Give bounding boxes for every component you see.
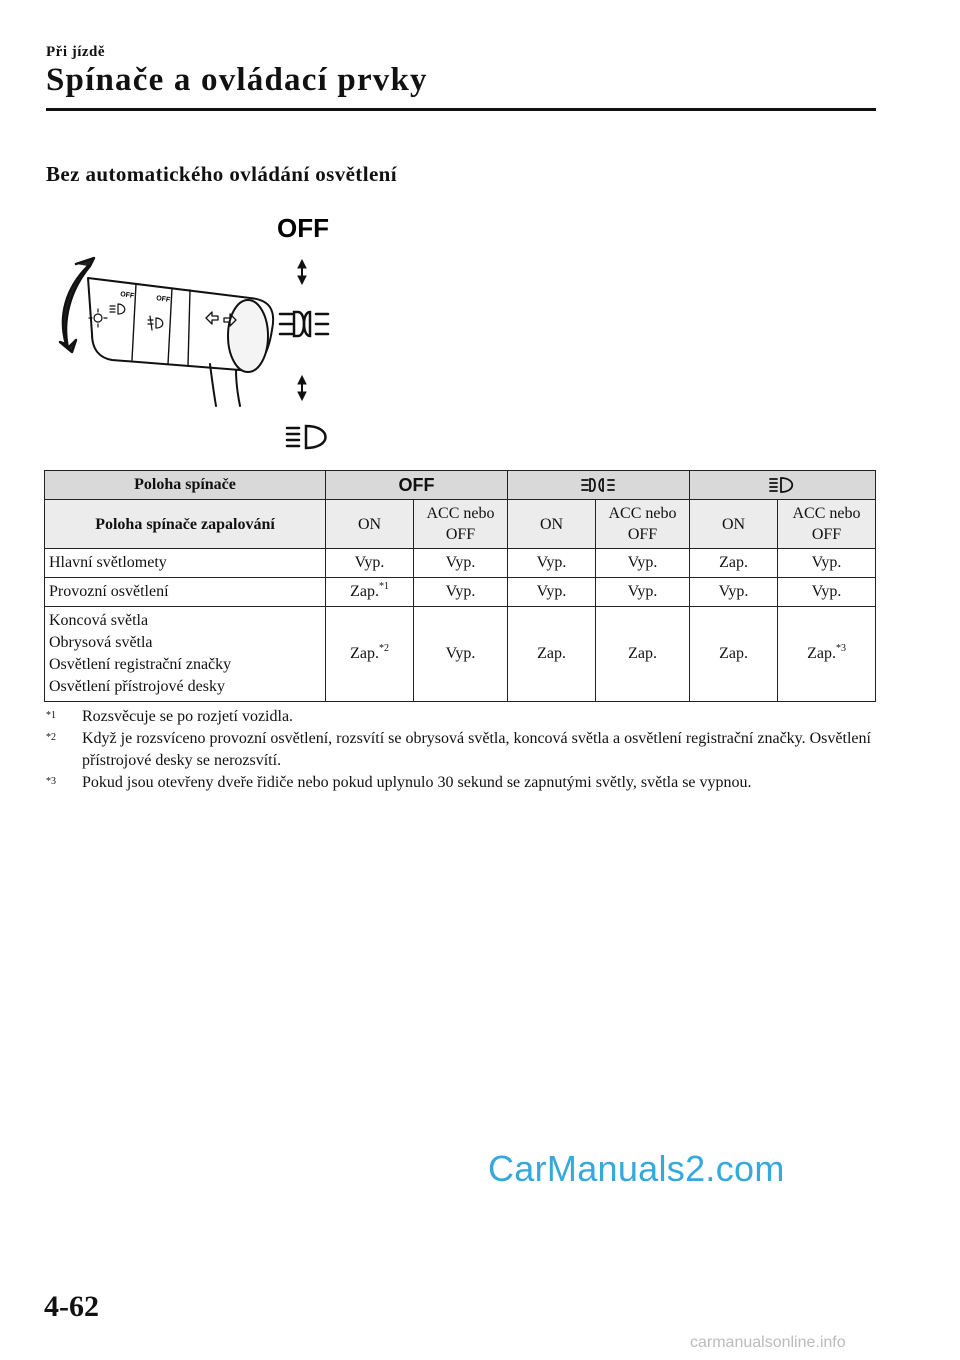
lever-off-mark-1: OFF bbox=[119, 291, 135, 300]
cell-value: Zap.$^{*2}$ bbox=[326, 607, 414, 702]
cell-value: Vyp. bbox=[596, 549, 690, 578]
cell-value: Zap.$^{*3}$ bbox=[778, 607, 876, 702]
ignition-value: ON bbox=[690, 500, 778, 549]
table-header-row bbox=[45, 471, 876, 500]
table-row bbox=[45, 549, 876, 578]
cell-value: Vyp. bbox=[778, 578, 876, 607]
ignition-value: ON bbox=[326, 500, 414, 549]
ignition-row bbox=[45, 500, 876, 549]
table-row bbox=[45, 578, 876, 607]
section-title: Bez automatického ovládání osvětlení bbox=[46, 162, 397, 186]
cell-value: Zap. bbox=[508, 607, 596, 702]
headlight-column-header bbox=[690, 471, 876, 500]
cell-value: Zap. bbox=[690, 607, 778, 702]
rotation-arrow-icon bbox=[60, 258, 94, 352]
footnotes bbox=[46, 706, 876, 794]
footnote-mark: *2 bbox=[46, 732, 56, 743]
footnote-text: Když je rozsvíceno provozní osvětlení, rozsvítí se obrysová světla, koncová světla a osvětlení registrační značky. Osvětlení přístrojové desky se nerozsvítí. bbox=[82, 730, 871, 769]
row-label: Koncová světla bbox=[49, 612, 149, 629]
cell-value: Vyp. bbox=[414, 549, 508, 578]
light-switch-illustration bbox=[40, 200, 360, 462]
footnote-text: Rozsvěcuje se po rozjetí vozidla. bbox=[82, 708, 294, 725]
ignition-value: ON bbox=[508, 500, 596, 549]
footnote-mark: *1 bbox=[46, 710, 56, 721]
off-position-label: OFF bbox=[277, 213, 329, 243]
footnote bbox=[46, 772, 876, 794]
breadcrumb: Při jízdě bbox=[46, 44, 106, 60]
chapter-title: Spínače a ovládací prvky bbox=[46, 62, 428, 98]
cell-value: Vyp. bbox=[414, 607, 508, 702]
cell-value: Zap.$^{*1}$ bbox=[326, 578, 414, 607]
row-label-group bbox=[45, 607, 326, 702]
lever-end-cap bbox=[228, 300, 268, 372]
row-label: Hlavní světlomety bbox=[45, 549, 326, 578]
off-column-header: OFF bbox=[326, 471, 508, 500]
row-label: Osvětlení přístrojové desky bbox=[49, 678, 225, 695]
carmanuals-watermark: CarManuals2.com bbox=[488, 1148, 785, 1189]
parking-light-icon bbox=[581, 477, 617, 493]
title-divider bbox=[46, 108, 876, 111]
cell-value: Vyp. bbox=[690, 578, 778, 607]
site-watermark: carmanualsonline.info bbox=[690, 1334, 846, 1351]
row-label: Obrysová světla bbox=[49, 634, 153, 651]
headlight-position-icon bbox=[287, 426, 326, 448]
double-arrow-icon bbox=[298, 376, 306, 400]
light-switch-table bbox=[44, 470, 876, 702]
cell-value: Vyp. bbox=[508, 549, 596, 578]
cell-value: Vyp. bbox=[596, 578, 690, 607]
headlight-icon bbox=[769, 477, 797, 493]
table-row bbox=[45, 607, 876, 702]
lever-off-mark-2: OFF bbox=[155, 295, 171, 304]
cell-value: Vyp. bbox=[414, 578, 508, 607]
ignition-position-header: Poloha spínače zapalování bbox=[45, 500, 326, 549]
ignition-value: ACC nebo OFF bbox=[414, 500, 508, 549]
cell-value: Zap. bbox=[596, 607, 690, 702]
ignition-value: ACC nebo OFF bbox=[596, 500, 690, 549]
double-arrow-icon bbox=[298, 260, 306, 284]
parking-light-position-icon bbox=[280, 312, 328, 336]
footnote-mark: *3 bbox=[46, 776, 56, 787]
footnote-text: Pokud jsou otevřeny dveře řidiče nebo pokud uplynulo 30 sekund se zapnutými světly, světla se vypnou. bbox=[82, 774, 752, 791]
cell-value: Vyp. bbox=[326, 549, 414, 578]
cell-value: Vyp. bbox=[508, 578, 596, 607]
switch-position-header: Poloha spínače bbox=[45, 471, 326, 500]
row-label: Osvětlení registrační značky bbox=[49, 656, 232, 673]
ignition-value: ACC nebo OFF bbox=[778, 500, 876, 549]
parking-light-column-header bbox=[508, 471, 690, 500]
footnote bbox=[46, 706, 876, 728]
page-number: 4-62 bbox=[44, 1290, 99, 1323]
cell-value: Zap. bbox=[690, 549, 778, 578]
row-label: Provozní osvětlení bbox=[45, 578, 326, 607]
footnote bbox=[46, 728, 876, 772]
cell-value: Vyp. bbox=[778, 549, 876, 578]
